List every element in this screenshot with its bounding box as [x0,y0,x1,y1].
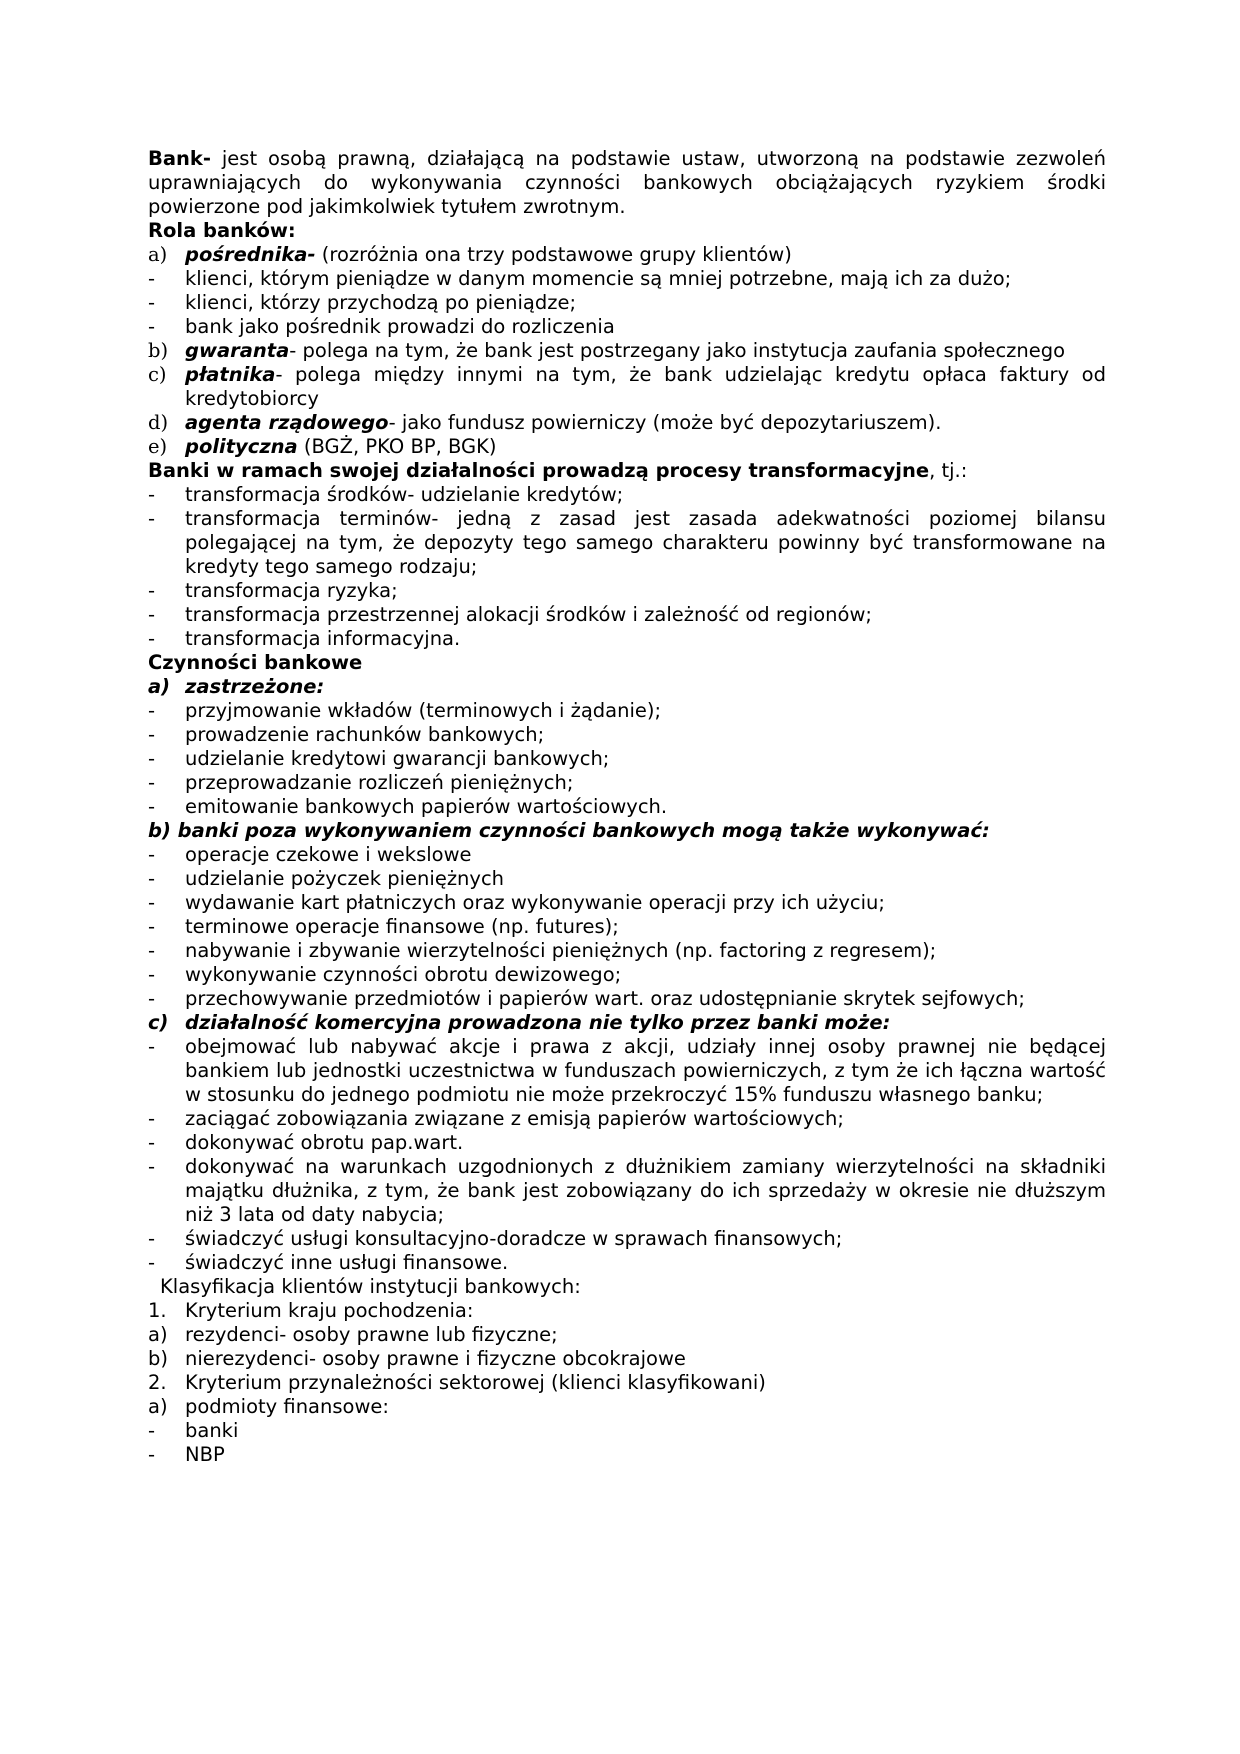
list-item: - transformacja informacyjna. [148,627,461,650]
list-item: - przyjmowanie wkładów (terminowych i żądanie); [148,699,662,722]
czynnosci-c-heading: c) działalność komercyjna prowadzona nie tylko przez banki może: [148,1011,891,1034]
list-item: - klienci, którym pieniądze w danym momencie są mniej potrzebne, mają ich za dużo; [148,267,1012,290]
czynnosci-heading: Czynności bankowe [148,651,363,674]
list-item: - przechowywanie przedmiotów i papierów wart. oraz udostępnianie skrytek sejfowych; [148,987,1025,1010]
list-item: - transformacja przestrzennej alokacji środków i zależność od regionów; [148,603,872,626]
document-page [148,147,1106,1467]
list-item: - NBP [148,1443,225,1466]
intro-paragraph [148,147,1106,219]
rola-item-d: d) agenta rządowego- jako fundusz powierniczy (może być depozytariuszem). [148,411,942,434]
list-item: - świadczyć inne usługi finansowe. [148,1251,509,1274]
intro-term: Bank- [148,147,211,170]
rola-item-a: a) pośrednika- (rozróżnia ona trzy podstawowe grupy klientów) [148,243,792,266]
klasyfikacja-k2a: a) podmioty finansowe: [148,1395,389,1418]
klasyfikacja-k1a: a) rezydenci- osoby prawne lub fizyczne; [148,1323,558,1346]
list-item: - bank jako pośrednik prowadzi do rozliczenia [148,315,615,338]
list-item: - udzielanie pożyczek pieniężnych [148,867,505,890]
transform-heading: Banki w ramach swojej działalności prowadzą procesy transformacyjne, tj.: [148,459,968,482]
intro-text: jest osobą prawną, działającą na podstawie ustaw, utworzoną na podstawie zezwoleń uprawniających do wykonywania czynności bankowych obciążających ryzykiem środki powierzone pod jakimkolwiek tytułem zwrotnym. [148,147,1106,218]
list-item: - transformacja środków- udzielanie kredytów; [148,483,624,506]
rola-heading: Rola banków: [148,219,296,242]
list-item: - dokonywać na warunkach uzgodnionych z dłużnikiem zamiany wierzytelności na składniki majątku dłużnika, z tym, że bank jest zobowiązany do ich sprzedaży w okresie nie dłuższym niż 3 lata od daty nabycia; [148,1155,1106,1226]
rola-item-e: e) polityczna (BGŻ, PKO BP, BGK) [148,435,497,458]
list-item: - transformacja terminów- jedną z zasad jest zasada adekwatności poziomej bilansu polegającej na tym, że depozyty tego samego charakteru powinny być transformowane na kredyty tego samego rodzaju; [148,507,1106,578]
list-item: - prowadzenie rachunków bankowych; [148,723,545,746]
list-item: - dokonywać obrotu pap.wart. [148,1131,464,1154]
rola-item-b: b) gwaranta- polega na tym, że bank jest postrzegany jako instytucja zaufania społecznego [148,339,1066,362]
list-item: - emitowanie bankowych papierów wartościowych. [148,795,668,818]
list-item: - banki [148,1419,239,1442]
klasyfikacja-k1b: b) nierezydenci- osoby prawne i fizyczne obcokrajowe [148,1347,686,1370]
czynnosci-a-heading: a) zastrzeżone: [148,675,325,698]
list-item: - transformacja ryzyka; [148,579,398,602]
rola-item-c: c) płatnika- polega między innymi na tym, że bank udzielając kredytu opłaca faktury od kredytobiorcy [148,363,1106,410]
czynnosci-b-heading: b) banki poza wykonywaniem czynności bankowych mogą także wykonywać: [148,819,990,842]
klasyfikacja-k2: 2. Kryterium przynależności sektorowej (klienci klasyfikowani) [148,1371,766,1394]
list-item: - wykonywanie czynności obrotu dewizowego; [148,963,622,986]
klasyfikacja-heading: Klasyfikacja klientów instytucji bankowych: [160,1275,581,1298]
list-item: - zaciągać zobowiązania związane z emisją papierów wartościowych; [148,1107,844,1130]
list-item: - terminowe operacje finansowe (np. futures); [148,915,619,938]
list-item: - przeprowadzanie rozliczeń pieniężnych; [148,771,574,794]
klasyfikacja-k1: 1. Kryterium kraju pochodzenia: [148,1299,474,1322]
list-item: - świadczyć usługi konsultacyjno-doradcze w sprawach finansowych; [148,1227,843,1250]
list-item: - klienci, którzy przychodzą po pieniądze; [148,291,577,314]
list-item: - operacje czekowe i wekslowe [148,843,472,866]
list-item: - nabywanie i zbywanie wierzytelności pieniężnych (np. factoring z regresem); [148,939,937,962]
list-item: - obejmować lub nabywać akcje i prawa z akcji, udziały innej osoby prawnej nie będącej bankiem lub jednostki uczestnictwa w funduszach powierniczych, z tym że ich łączna wartość w stosunku do jednego podmiotu nie może przekroczyć 15% funduszu własnego banku; [148,1035,1106,1106]
list-item: - wydawanie kart płatniczych oraz wykonywanie operacji przy ich użyciu; [148,891,885,914]
list-item: - udzielanie kredytowi gwarancji bankowych; [148,747,610,770]
